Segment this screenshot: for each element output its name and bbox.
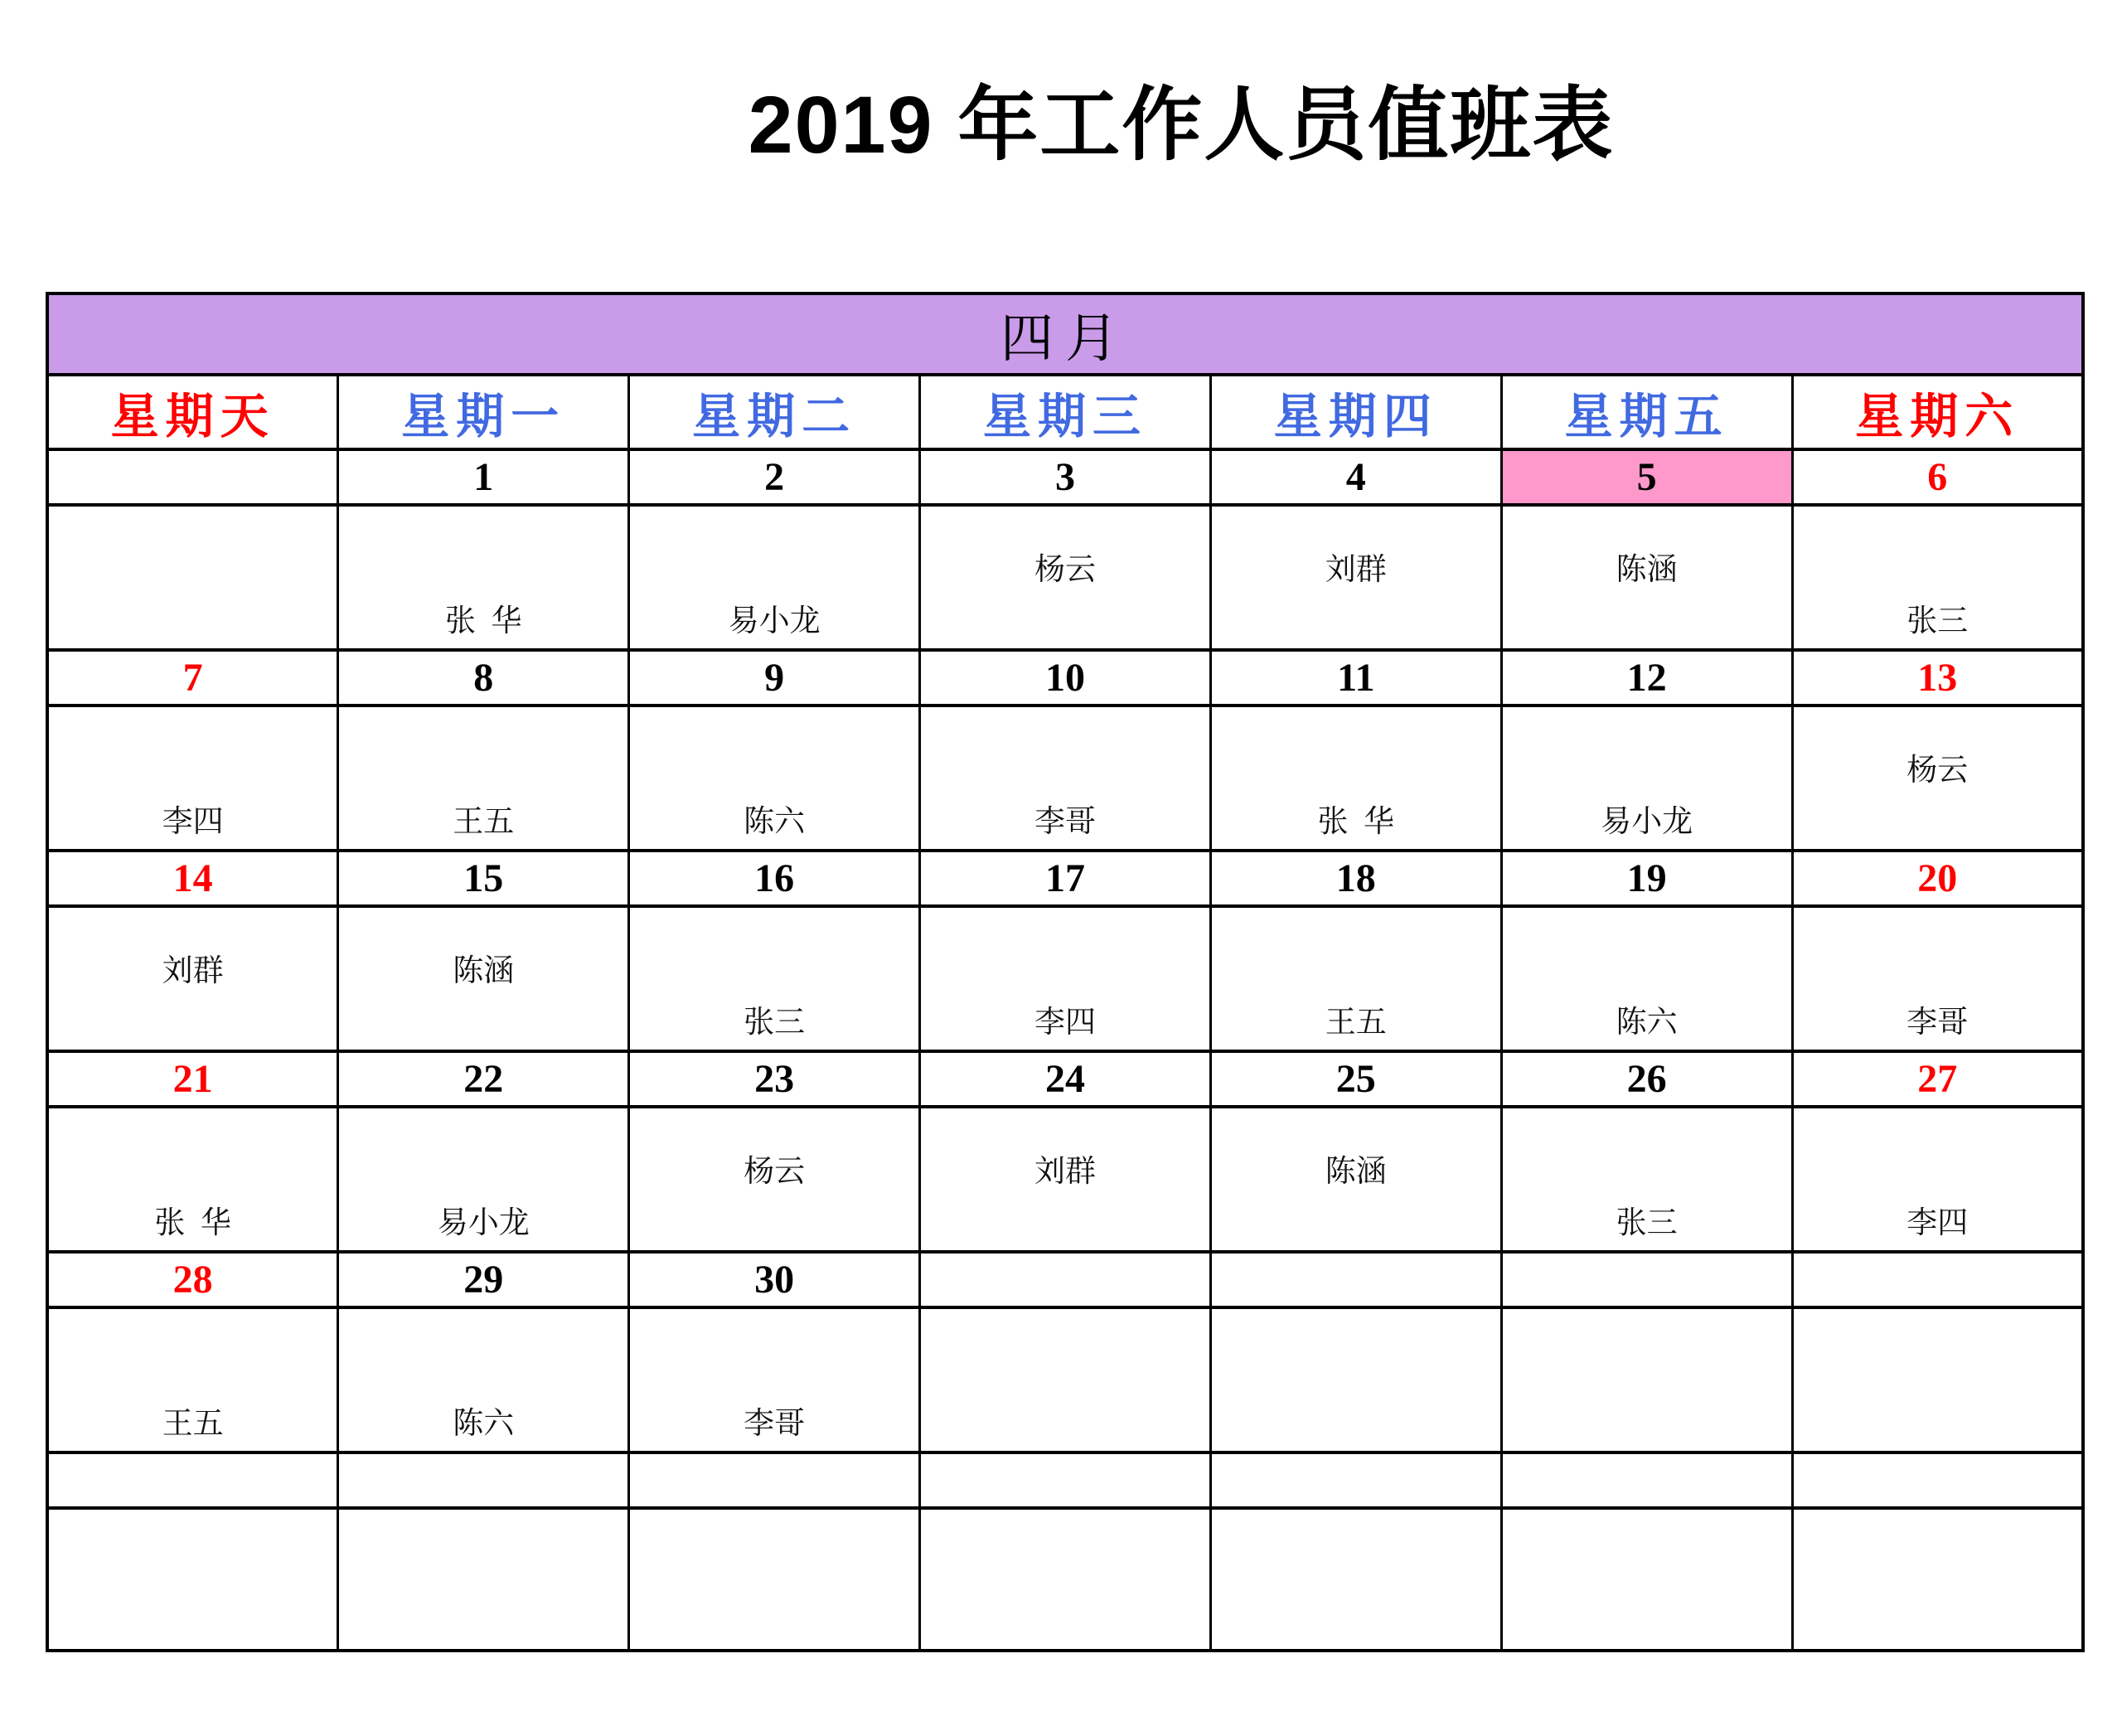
date-cell: 4 <box>1210 449 1501 505</box>
duty-name-cell: 王五 <box>1210 906 1501 1051</box>
duty-name-cell: 杨云 <box>629 1107 920 1252</box>
duty-name-cell: 李四 <box>920 906 1211 1051</box>
duty-name-cell: 陈涵 <box>1210 1107 1501 1252</box>
date-cell <box>1210 1252 1501 1307</box>
empty-cell <box>1792 1508 2083 1651</box>
duty-name-cell: 李哥 <box>920 706 1211 851</box>
week1-name-row <box>47 505 2083 650</box>
date-cell <box>47 449 338 505</box>
duty-name-cell: 刘群 <box>1210 505 1501 650</box>
date-cell: 6 <box>1792 449 2083 505</box>
week2-name-row <box>47 706 2083 851</box>
date-cell: 25 <box>1210 1051 1501 1107</box>
date-cell: 14 <box>47 851 338 906</box>
date-cell: 26 <box>1501 1051 1792 1107</box>
duty-name-cell: 李四 <box>1792 1107 2083 1252</box>
empty-cell <box>629 1508 920 1651</box>
empty-cell <box>1210 1452 1501 1508</box>
month-header-row <box>47 293 2083 375</box>
date-cell: 13 <box>1792 650 2083 706</box>
date-cell: 24 <box>920 1051 1211 1107</box>
empty-cell <box>1501 1452 1792 1508</box>
duty-name-cell: 杨云 <box>1792 706 2083 851</box>
date-cell: 18 <box>1210 851 1501 906</box>
duty-name-cell: 张三 <box>1501 1107 1792 1252</box>
week1-date-row <box>47 449 2083 505</box>
date-cell: 2 <box>629 449 920 505</box>
date-cell: 12 <box>1501 650 1792 706</box>
duty-name-cell: 易小龙 <box>629 505 920 650</box>
weekday-header-friday: 星期五 <box>1501 375 1792 449</box>
duty-name-cell: 杨云 <box>920 505 1211 650</box>
date-cell <box>1501 1252 1792 1307</box>
page-title: 2019 年工作人员值班表 <box>748 80 1615 170</box>
duty-roster-table <box>46 292 2085 1652</box>
date-cell: 17 <box>920 851 1211 906</box>
weekday-header-thursday: 星期四 <box>1210 375 1501 449</box>
date-cell: 22 <box>338 1051 629 1107</box>
weekday-header-saturday: 星期六 <box>1792 375 2083 449</box>
week4-date-row <box>47 1051 2083 1107</box>
empty-cell <box>1501 1508 1792 1651</box>
empty-cell <box>47 1452 338 1508</box>
duty-name-cell: 张三 <box>1792 505 2083 650</box>
week4-name-row <box>47 1107 2083 1252</box>
empty-cell <box>1210 1508 1501 1651</box>
duty-name-cell <box>920 1307 1211 1452</box>
duty-name-cell <box>47 505 338 650</box>
duty-name-cell: 陈涵 <box>1501 505 1792 650</box>
duty-name-cell: 张 华 <box>338 505 629 650</box>
duty-name-cell: 张 华 <box>47 1107 338 1252</box>
date-cell: 9 <box>629 650 920 706</box>
duty-name-cell: 李哥 <box>1792 906 2083 1051</box>
duty-name-cell: 易小龙 <box>338 1107 629 1252</box>
date-cell: 29 <box>338 1252 629 1307</box>
date-cell-highlighted: 5 <box>1501 449 1792 505</box>
weekday-header-row <box>47 375 2083 449</box>
empty-cell <box>338 1508 629 1651</box>
month-header-cell: 四月 <box>47 293 2083 375</box>
duty-name-cell: 刘群 <box>47 906 338 1051</box>
date-cell: 27 <box>1792 1051 2083 1107</box>
empty-cell <box>920 1508 1211 1651</box>
date-cell: 20 <box>1792 851 2083 906</box>
week3-date-row <box>47 851 2083 906</box>
empty-cell <box>1792 1452 2083 1508</box>
date-cell: 28 <box>47 1252 338 1307</box>
weekday-header-wednesday: 星期三 <box>920 375 1211 449</box>
empty-cell <box>47 1508 338 1651</box>
empty-filler-row-tall <box>47 1508 2083 1651</box>
duty-name-cell: 王五 <box>47 1307 338 1452</box>
empty-cell <box>920 1452 1211 1508</box>
date-cell: 11 <box>1210 650 1501 706</box>
date-cell: 8 <box>338 650 629 706</box>
week5-date-row <box>47 1252 2083 1307</box>
duty-name-cell: 张三 <box>629 906 920 1051</box>
duty-name-cell <box>1210 1307 1501 1452</box>
weekday-header-monday: 星期一 <box>338 375 629 449</box>
week3-name-row <box>47 906 2083 1051</box>
date-cell: 1 <box>338 449 629 505</box>
date-cell <box>920 1252 1211 1307</box>
duty-name-cell: 王五 <box>338 706 629 851</box>
empty-cell <box>629 1452 920 1508</box>
duty-name-cell <box>1792 1307 2083 1452</box>
duty-name-cell: 李四 <box>47 706 338 851</box>
empty-filler-row-short <box>47 1452 2083 1508</box>
date-cell: 23 <box>629 1051 920 1107</box>
week5-name-row <box>47 1307 2083 1452</box>
date-cell: 21 <box>47 1051 338 1107</box>
duty-name-cell <box>1501 1307 1792 1452</box>
duty-name-cell: 刘群 <box>920 1107 1211 1252</box>
date-cell: 7 <box>47 650 338 706</box>
duty-name-cell: 张 华 <box>1210 706 1501 851</box>
date-cell: 16 <box>629 851 920 906</box>
week2-date-row <box>47 650 2083 706</box>
duty-name-cell: 陈涵 <box>338 906 629 1051</box>
duty-name-cell: 李哥 <box>629 1307 920 1452</box>
date-cell: 15 <box>338 851 629 906</box>
duty-name-cell: 易小龙 <box>1501 706 1792 851</box>
duty-name-cell: 陈六 <box>1501 906 1792 1051</box>
duty-name-cell: 陈六 <box>629 706 920 851</box>
date-cell: 19 <box>1501 851 1792 906</box>
date-cell <box>1792 1252 2083 1307</box>
weekday-header-tuesday: 星期二 <box>629 375 920 449</box>
empty-cell <box>338 1452 629 1508</box>
weekday-header-sunday: 星期天 <box>47 375 338 449</box>
date-cell: 10 <box>920 650 1211 706</box>
date-cell: 3 <box>920 449 1211 505</box>
duty-name-cell: 陈六 <box>338 1307 629 1452</box>
date-cell: 30 <box>629 1252 920 1307</box>
